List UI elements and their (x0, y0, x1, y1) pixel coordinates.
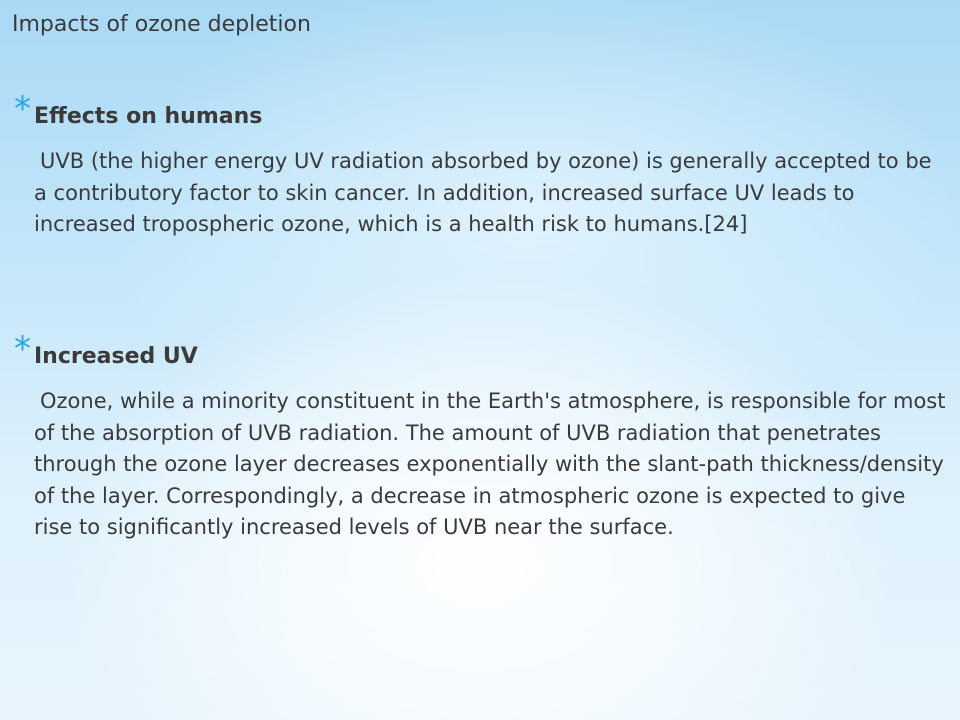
section-increased-uv (14, 329, 946, 544)
section-heading: Increased UV (34, 344, 198, 369)
section-effects-on-humans (14, 89, 944, 241)
section-heading: Effects on humans (34, 104, 263, 129)
section-body-text: Ozone, while a minority constituent in the Earth's atmosphere, is responsible for most of the absorption of UVB radiation. The amount of UVB radiation that penetrates through the ozone layer decreases exponentially with the slant-path thickness/density of the layer. Correspondingly, a decrease in atmospheric ozone is expected to give rise to significantly increased levels of UVB near the surface. (34, 389, 946, 539)
section-body-text: UVB (the higher energy UV radiation absorbed by ozone) is generally accepted to be a contributory factor to skin cancer. In addition, increased surface UV leads to increased tropospheric ozone, which is a health risk to humans.[24] (34, 149, 932, 236)
bullet-asterisk-icon: * (14, 329, 31, 369)
section-heading-row (14, 329, 944, 378)
section-heading-row (14, 89, 944, 138)
slide-title: Impacts of ozone depletion (12, 12, 311, 37)
bullet-asterisk-icon: * (14, 89, 31, 129)
